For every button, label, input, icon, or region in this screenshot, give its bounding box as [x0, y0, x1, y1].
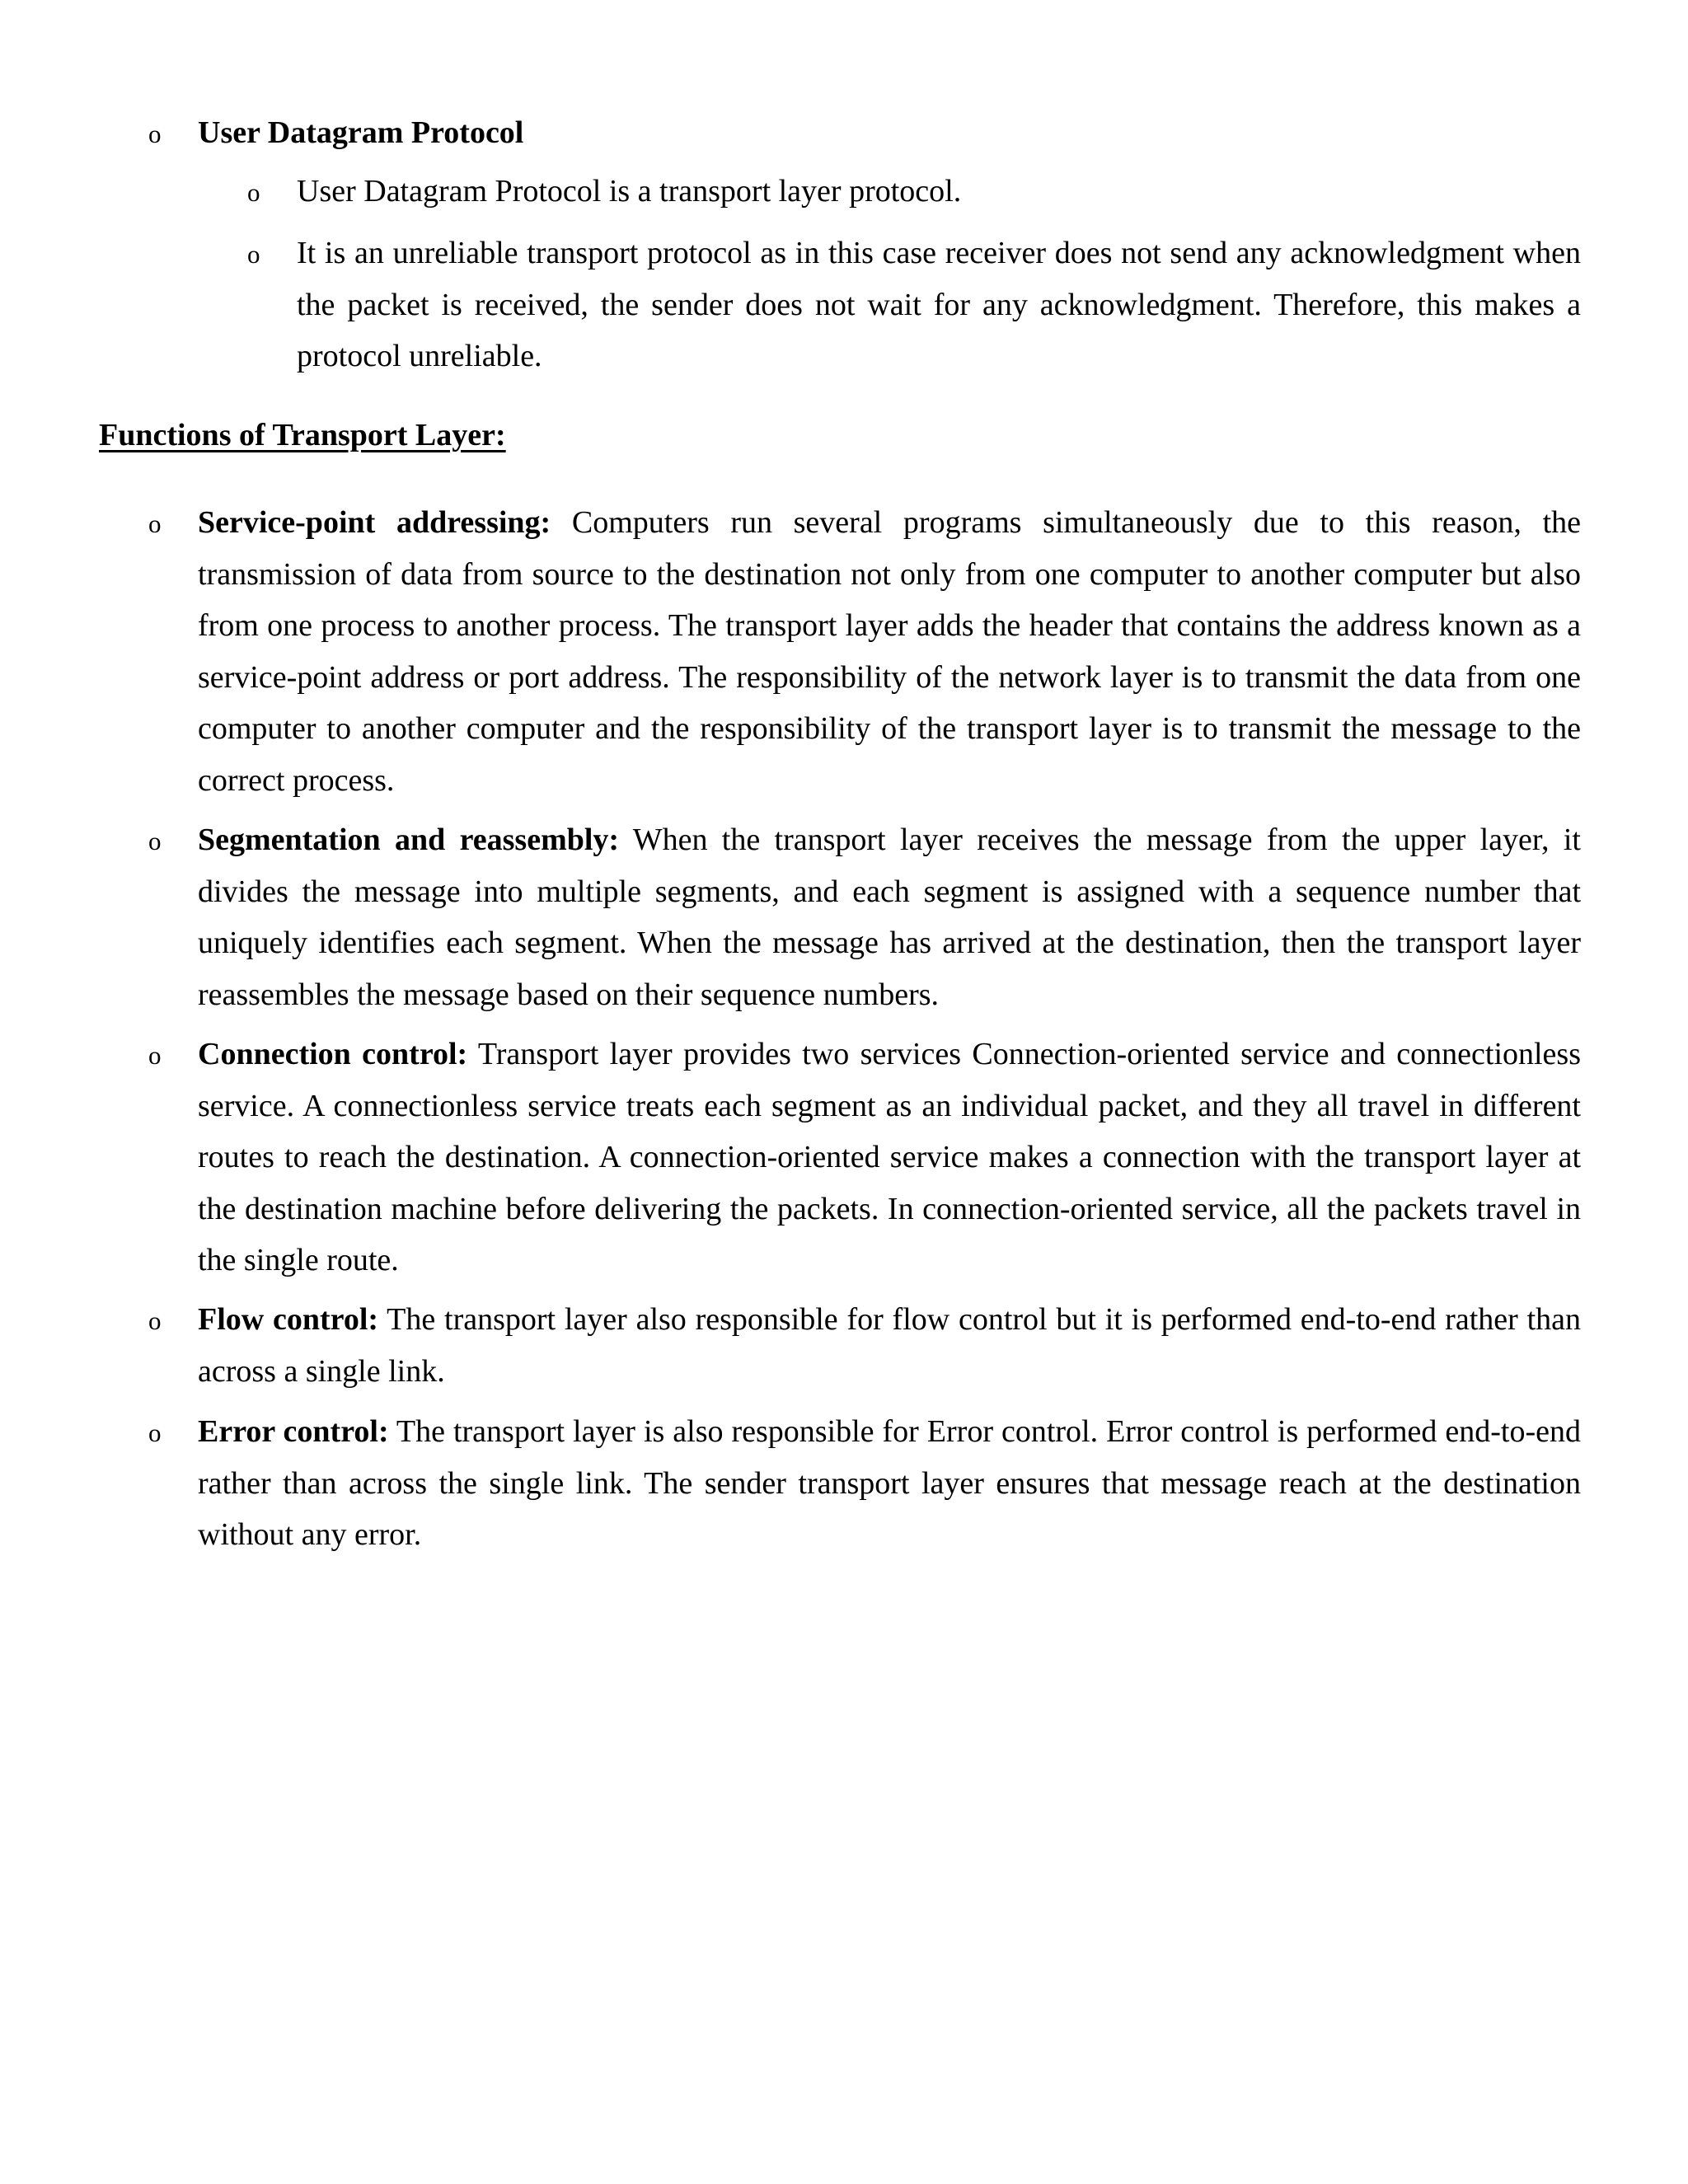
function-item-connection-control — [198, 1029, 1581, 1286]
function-description: When the transport layer receives the message from the upper layer, it divides the message into multiple segments, and each segment is assigned with a sequence number that uniquely identifies each segment. When the message has arrived at the destination, then the transport layer reassembles the message based on their sequence numbers. — [198, 823, 1581, 1012]
function-term: Flow control: — [198, 1302, 379, 1337]
function-item-segmentation — [198, 814, 1581, 1020]
function-item-service-point — [198, 497, 1581, 806]
bullet-marker: o — [148, 1306, 162, 1335]
bullet-marker: o — [148, 120, 162, 148]
function-term: Connection control: — [198, 1037, 468, 1071]
udp-point-2: It is an unreliable transport protocol as in this case receiver does not send any acknowledgment when the packet is received, the sender does not wait for any acknowledgment. Therefore, this makes a protocol unreliable. — [297, 236, 1581, 373]
bullet-marker: o — [148, 509, 162, 538]
udp-title: User Datagram Protocol — [198, 115, 524, 150]
udp-point-1: User Datagram Protocol is a transport layer protocol. — [297, 174, 962, 209]
bullet-marker: o — [148, 1041, 162, 1070]
function-description: Transport layer provides two services Connection-oriented service and connectionless service. A connectionless service treats each segment as an individual packet, and they all travel in different routes to reach the destination. A connection-oriented service makes a connection with the transport layer at the destination machine before delivering the packets. In connection-oriented service, all the packets travel in the single route. — [198, 1037, 1582, 1277]
sub-bullet-marker: o — [247, 178, 260, 207]
function-item-error-control — [198, 1406, 1581, 1561]
sub-bullet-marker: o — [247, 240, 260, 269]
function-description: The transport layer also responsible for flow control but it is performed end-to-end rather than across a single link. — [198, 1302, 1581, 1389]
function-term: Error control: — [198, 1414, 389, 1449]
function-term: Service-point addressing: — [198, 505, 551, 540]
function-description: The transport layer is also responsible for Error control. Error control is performed end-to-end rather than across the single link. The sender transport layer ensures that message reach at the destination without any error. — [198, 1414, 1581, 1552]
function-description: Computers run several programs simultaneously due to this reason, the transmission of data from source to the destination not only from one computer to another computer but also from one process to another process. The transport layer adds the header that contains the address known as a service-point address or port address. The responsibility of the network layer is to transmit the data from one computer to another computer and the responsibility of the transport layer is to transmit the message to the correct process. — [198, 505, 1581, 798]
bullet-marker: o — [148, 1418, 162, 1447]
function-item-flow-control — [198, 1294, 1581, 1397]
section-heading: Functions of Transport Layer: — [99, 418, 506, 452]
bullet-marker: o — [148, 827, 162, 855]
function-term: Segmentation and reassembly: — [198, 823, 620, 857]
